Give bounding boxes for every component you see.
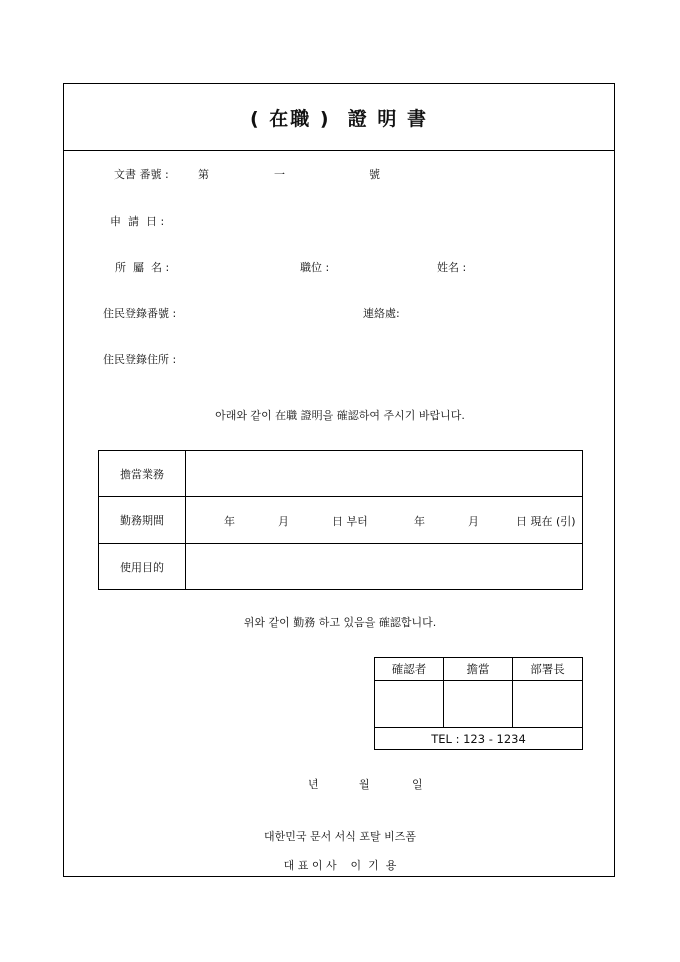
- name-label: 姓名 :: [437, 261, 467, 274]
- resident-address-label: 住民登錄住所 :: [103, 353, 177, 366]
- approval-header-manager: 部署長: [513, 658, 583, 681]
- table-row: [99, 497, 583, 544]
- table-row: [375, 728, 583, 750]
- duty-value[interactable]: [186, 451, 583, 497]
- approval-tel: TEL : 123 - 1234: [375, 728, 583, 750]
- period-year-2: 年: [414, 515, 425, 528]
- period-month-1: 月: [278, 515, 289, 528]
- approval-table: [374, 657, 583, 750]
- period-day-now: 日 現在 (引): [516, 515, 576, 528]
- confirm-sentence: 위와 같이 勤務 하고 있음을 確認합니다.: [243, 616, 437, 629]
- resident-number-label: 住民登錄番號 :: [103, 307, 177, 320]
- title-row: [64, 84, 614, 151]
- document-title: ( 在職 ) 證 明 書: [249, 107, 429, 130]
- date-month: 월: [359, 778, 370, 791]
- date-day: 일: [412, 778, 423, 791]
- department-label: 所 屬 名 :: [115, 261, 170, 274]
- request-date-label: 申 請 日 :: [110, 215, 165, 228]
- certificate-frame: [63, 83, 615, 877]
- ceo-name: 대 표 이 사 이 기 용: [283, 859, 397, 872]
- signature-box-manager[interactable]: [513, 681, 583, 728]
- company-name: 대한민국 문서 서식 포탈 비즈폼: [263, 830, 417, 843]
- period-year-1: 年: [224, 515, 235, 528]
- doc-number-dash: 一: [274, 168, 285, 181]
- duty-label: 擔當業務: [99, 451, 186, 497]
- date-year: 년: [308, 778, 319, 791]
- table-row: [375, 658, 583, 681]
- doc-number-label: 文書 番號 :: [114, 168, 169, 181]
- employment-table: [98, 450, 583, 590]
- approval-header-charge: 擔當: [444, 658, 513, 681]
- period-day-from: 日 부터: [332, 515, 368, 528]
- period-month-2: 月: [468, 515, 479, 528]
- table-row: [99, 451, 583, 497]
- purpose-label: 使用目的: [99, 544, 186, 590]
- contact-label: 連絡處:: [363, 307, 400, 320]
- table-row: [99, 544, 583, 590]
- approval-header-confirmer: 確認者: [375, 658, 444, 681]
- period-value[interactable]: [186, 497, 583, 544]
- table-row: [375, 681, 583, 728]
- position-label: 職位 :: [300, 261, 330, 274]
- signature-box-charge[interactable]: [444, 681, 513, 728]
- signature-box-confirmer[interactable]: [375, 681, 444, 728]
- request-sentence: 아래와 같이 在職 證明을 確認하여 주시기 바랍니다.: [215, 409, 465, 422]
- doc-number-suffix: 號: [369, 168, 380, 181]
- period-label: 勤務期間: [99, 497, 186, 544]
- purpose-value[interactable]: [186, 544, 583, 590]
- doc-number-prefix: 第: [198, 168, 209, 181]
